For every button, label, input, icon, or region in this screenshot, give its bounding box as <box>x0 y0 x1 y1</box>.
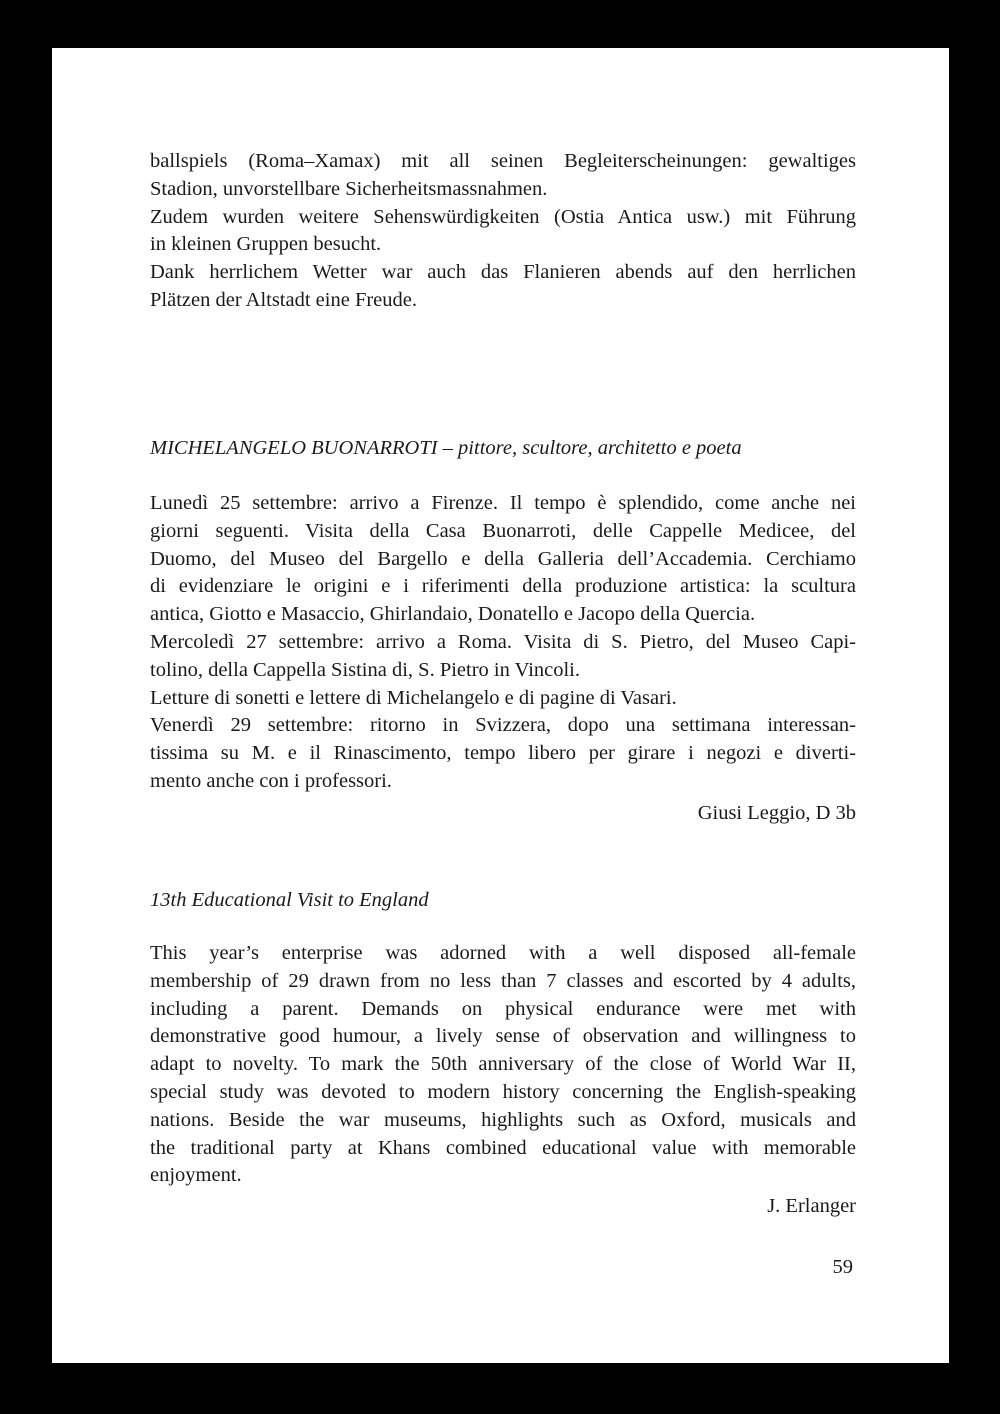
text-line: demonstrative good humour, a lively sense of observation and willingness to <box>150 1025 856 1048</box>
signature: J. Erlanger <box>767 1195 856 1218</box>
text-line: ballspiels (Roma–Xamax) mit all seinen Begleiterscheinungen: gewaltiges <box>150 150 856 172</box>
text-line: nations. Beside the war museums, highlights such as Oxford, musicals and <box>150 1108 856 1131</box>
italian-paragraph <box>150 490 856 796</box>
german-paragraph <box>150 148 856 315</box>
document-page <box>52 48 949 1363</box>
text-line: This year’s enterprise was adorned with a well disposed all-female <box>150 942 856 964</box>
text-line: adapt to novelty. To mark the 50th anniversary of the close of World War II, <box>150 1053 856 1076</box>
text-line: enjoyment. <box>150 1164 242 1187</box>
signature: Giusi Leggio, D 3b <box>697 801 856 824</box>
text-line: Dank herrlichem Wetter war auch das Flanieren abends auf den herrlichen <box>150 261 856 284</box>
text-line: Plätzen der Altstadt eine Freude. <box>150 288 417 311</box>
text-line: mento anche con i professori. <box>150 769 392 792</box>
text-line: di evidenziare le origini e i riferimenti della produzione artistica: la scultura <box>150 575 856 598</box>
text-line: tolino, della Cappella Sistina di, S. Pietro in Vincoli. <box>150 658 580 681</box>
text-line: giorni seguenti. Visita della Casa Buonarroti, delle Cappelle Medicee, del <box>150 519 856 542</box>
text-line: Duomo, del Museo del Bargello e della Galleria dell’Accademia. Cerchiamo <box>150 547 856 570</box>
text-line: Zudem wurden weitere Sehenswürdigkeiten (Ostia Antica usw.) mit Führung <box>150 205 856 228</box>
section-heading: MICHELANGELO BUONARROTI – pittore, scultore, architetto e poeta <box>150 437 742 459</box>
text-line: Stadion, unvorstellbare Sicherheitsmassnahmen. <box>150 177 548 200</box>
text-line: special study was devoted to modern history concerning the English-speaking <box>150 1080 856 1103</box>
page-number: 59 <box>832 1256 853 1278</box>
text-line: tissima su M. e il Rinascimento, tempo libero per girare i negozi e diverti- <box>150 742 856 765</box>
text-line: the traditional party at Khans combined educational value with memorable <box>150 1136 856 1159</box>
english-paragraph <box>150 940 856 1190</box>
section-england-body <box>150 940 856 1220</box>
text-line: in kleinen Gruppen besucht. <box>150 233 382 256</box>
section-michelangelo <box>150 434 856 462</box>
text-line: Venerdì 29 settembre: ritorno in Svizzera, dopo una settimana interessan- <box>150 714 856 737</box>
section-heading: 13th Educational Visit to England <box>150 889 429 911</box>
text-line: antica, Giotto e Masaccio, Ghirlandaio, Donatello e Jacopo della Quercia. <box>150 603 756 626</box>
text-line: Letture di sonetti e lettere di Michelangelo e di pagine di Vasari. <box>150 686 677 709</box>
text-line: including a parent. Demands on physical endurance were met with <box>150 997 856 1020</box>
text-line: membership of 29 drawn from no less than 7 classes and escorted by 4 adults, <box>150 969 856 992</box>
text-line: Lunedì 25 settembre: arrivo a Firenze. Il tempo è splendido, come anche nei <box>150 492 856 514</box>
text-line: Mercoledì 27 settembre: arrivo a Roma. Visita di S. Pietro, del Museo Capi- <box>150 630 856 653</box>
section-michelangelo-body <box>150 490 856 827</box>
section-england <box>150 886 856 914</box>
section-german-text <box>150 148 856 315</box>
